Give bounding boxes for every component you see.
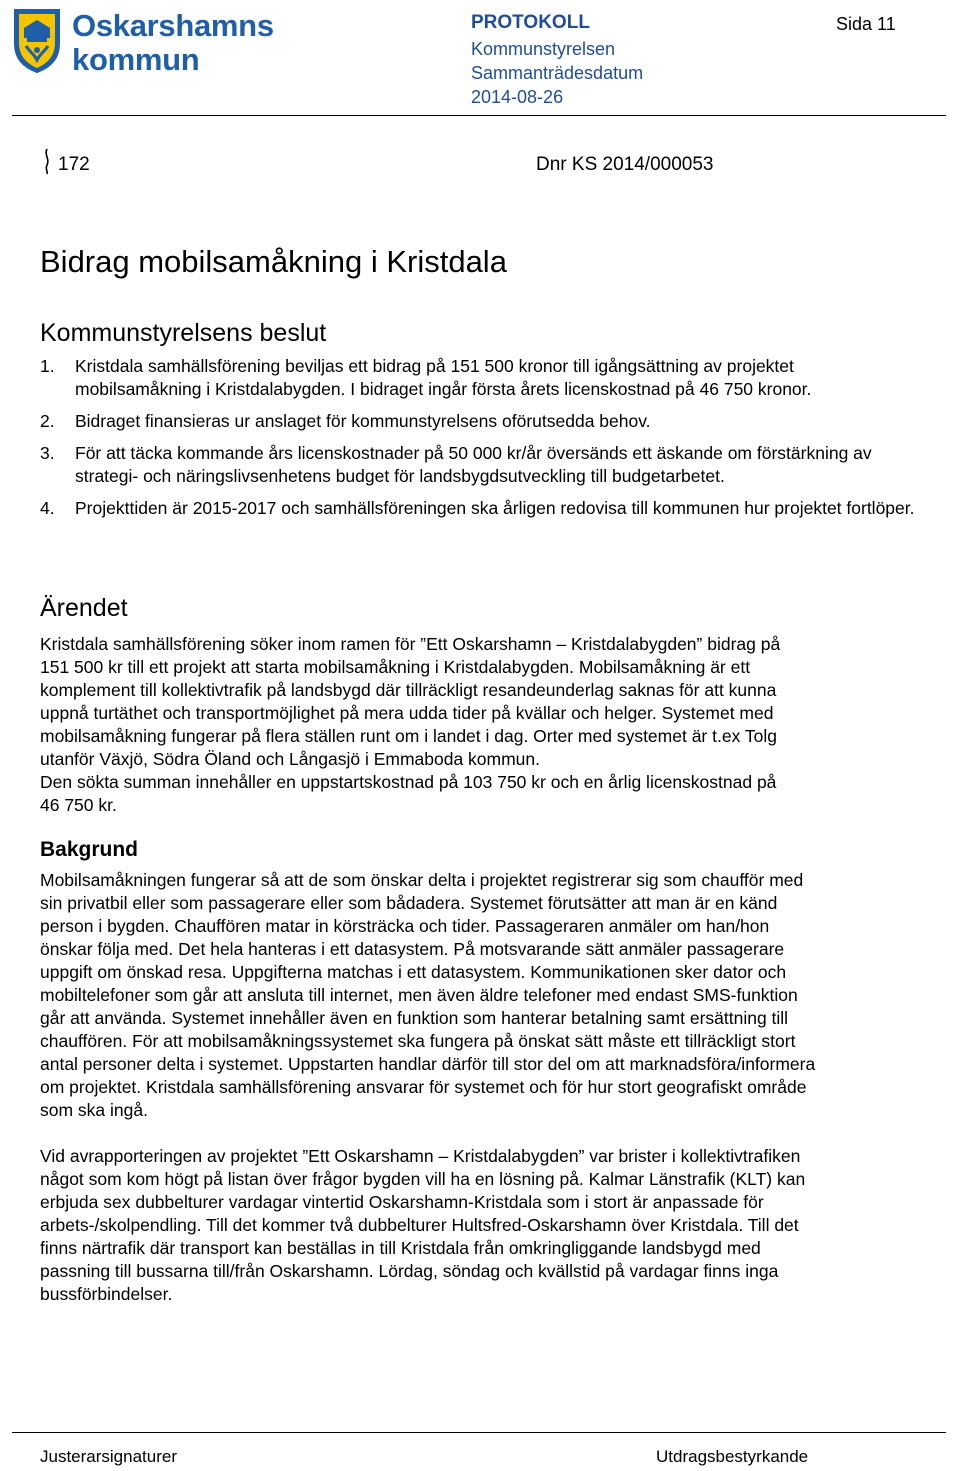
background-line: Vid avrapporteringen av projektet ”Ett Oskarshamn – Kristdalabygden” var brister i kollektivtrafiken [40,1146,801,1166]
logo-line1: Oskarshamns [72,8,274,43]
page-number: Sida 11 [836,14,896,34]
background-line: Mobilsamåkningen fungerar så att de som önskar delta i projektet registrerar sig som chaufför med [40,870,804,890]
section-marker-icon [42,147,52,175]
document-type: PROTOKOLL [471,12,590,33]
meeting-date: 2014-08-26 [471,87,564,107]
background-line: om projektet. Kristdala samhällsförening ansvarar för systemet och för hur stort geografiskt område [40,1077,807,1097]
decision-text: Kristdala samhällsförening beviljas ett bidrag på 151 500 kronor till igångsättning av projektet mobilsamåkning i Kristdalabygden. I bidraget ingår första årets licenskostnad på 46 750 kronor. [75,356,812,399]
matter-line: Den sökta summan innehåller en uppstartskostnad på 103 750 kr och en årlig licenskostnad på [40,772,777,792]
logo-line2: kommun [72,42,200,77]
decision-number: 1. [40,356,55,376]
extract-certification-label: Utdragsbestyrkande [656,1447,809,1466]
background-line: person i bygden. Chauffören matar in körsträcka och tider. Passageraren anmäler om han/hon [40,916,770,936]
decision-item [40,497,920,520]
matter-line: 46 750 kr. [40,795,117,815]
coat-of-arms-icon [12,8,62,74]
matter-line: komplement till kollektivtrafik på landsbygd där tillräckligt resandeunderlag saknas för att kunna [40,680,777,700]
decision-item [40,442,920,488]
paragraph-number: 172 [58,154,90,175]
background-line: antal personer delta i systemet. Uppstarten handlar därför till stor del om att marknadsföra/informera [40,1054,816,1074]
decision-number: 3. [40,443,55,463]
background-line: uppgift om önskad resa. Uppgifterna matchas i ett datasystem. Kommunikationen sker dator och [40,962,787,982]
background-line: chauffören. För att mobilsamåkningssystemet ska fungera på önskat sätt måste ett tillräckligt stort [40,1031,796,1051]
decision-number: 2. [40,411,55,431]
decision-text: Bidraget finansieras ur anslaget för kommunstyrelsens oförutsedda behov. [75,411,651,431]
matter-line: Kristdala samhällsförening söker inom ramen för ”Ett Oskarshamn – Kristdalabygden” bidrag på [40,634,781,654]
adjuster-signatures-label: Justerarsignaturer [40,1447,178,1466]
decision-list [40,355,920,529]
background-line: passning till bussarna till/från Oskarshamn. Lördag, söndag och kvällstid på vardagar finns inga [40,1261,779,1281]
decision-item [40,410,920,433]
decision-number: 4. [40,498,55,518]
background-line: önskar följa med. Det hela hanteras i ett datasystem. På motsvarande sätt anmäler passagerare [40,939,785,959]
background-line: bussförbindelser. [40,1284,173,1304]
background-line: går att använda. Systemet innehåller även en funktion som hanterar betalning samt ersättning till [40,1008,789,1028]
background-line: arbets-/skolpendling. Till det kommer två dubbelturer Hultsfred-Oskarshamn över Kristdala. Till det [40,1215,799,1235]
matter-line: mobilsamåkning fungerar på flera ställen runt om i landet i dag. Orter med systemet är t.ex Tolg [40,726,777,746]
matter-heading: Ärendet [40,594,128,622]
committee-name: Kommunstyrelsen [471,39,616,59]
footer-divider [12,1432,946,1433]
background-line: erbjuda sex dubbelturer vardagar vintertid Oskarshamn-Kristdala som i stort är anpassade för [40,1192,764,1212]
background-line: finns närtrafik där transport kan beställas in till Kristdala från omkringliggande landsbygd med [40,1238,761,1258]
decision-text: Projekttiden är 2015-2017 och samhällsföreningen ska årligen redovisa till kommunen hur projektet fortlöper. [75,498,915,518]
background-line: som ska ingå. [40,1100,148,1120]
case-number: Dnr KS 2014/000053 [536,154,714,175]
matter-line: utanför Växjö, Södra Öland och Långasjö i Emmaboda kommun. [40,749,541,769]
decision-text: För att täcka kommande års licenskostnader på 50 000 kr/år översänds ett äskande om förstärkning av strategi- och näringslivsenhetens budget för landsbygdsutveckling till budgetarbetet. [75,443,872,486]
municipality-logo [12,6,274,78]
matter-line: 151 500 kr till ett projekt att starta mobilsamåkning i Kristdalabygden. Mobilsamåkning är ett [40,657,751,677]
decision-heading: Kommunstyrelsens beslut [40,319,327,347]
header-divider [12,115,946,116]
background-line: mobiltelefoner som går att ansluta till internet, men även äldre telefoner med endast SMS-funktion [40,985,798,1005]
background-line: något som kom högt på listan över frågor bygden vill ha en lösning på. Kalmar Länstrafik (KLT) kan [40,1169,806,1189]
decision-item [40,355,920,401]
matter-line: uppnå turtäthet och transportmöjlighet på mera udda tider på kvällar och helger. Systemet med [40,703,774,723]
page-title: Bidrag mobilsamåkning i Kristdala [40,244,507,279]
background-line: sin privatbil eller som passagerare eller som bådadera. Systemet förutsätter att man är en känd [40,893,778,913]
background-heading: Bakgrund [40,838,139,861]
meeting-date-label: Sammanträdesdatum [471,63,644,83]
